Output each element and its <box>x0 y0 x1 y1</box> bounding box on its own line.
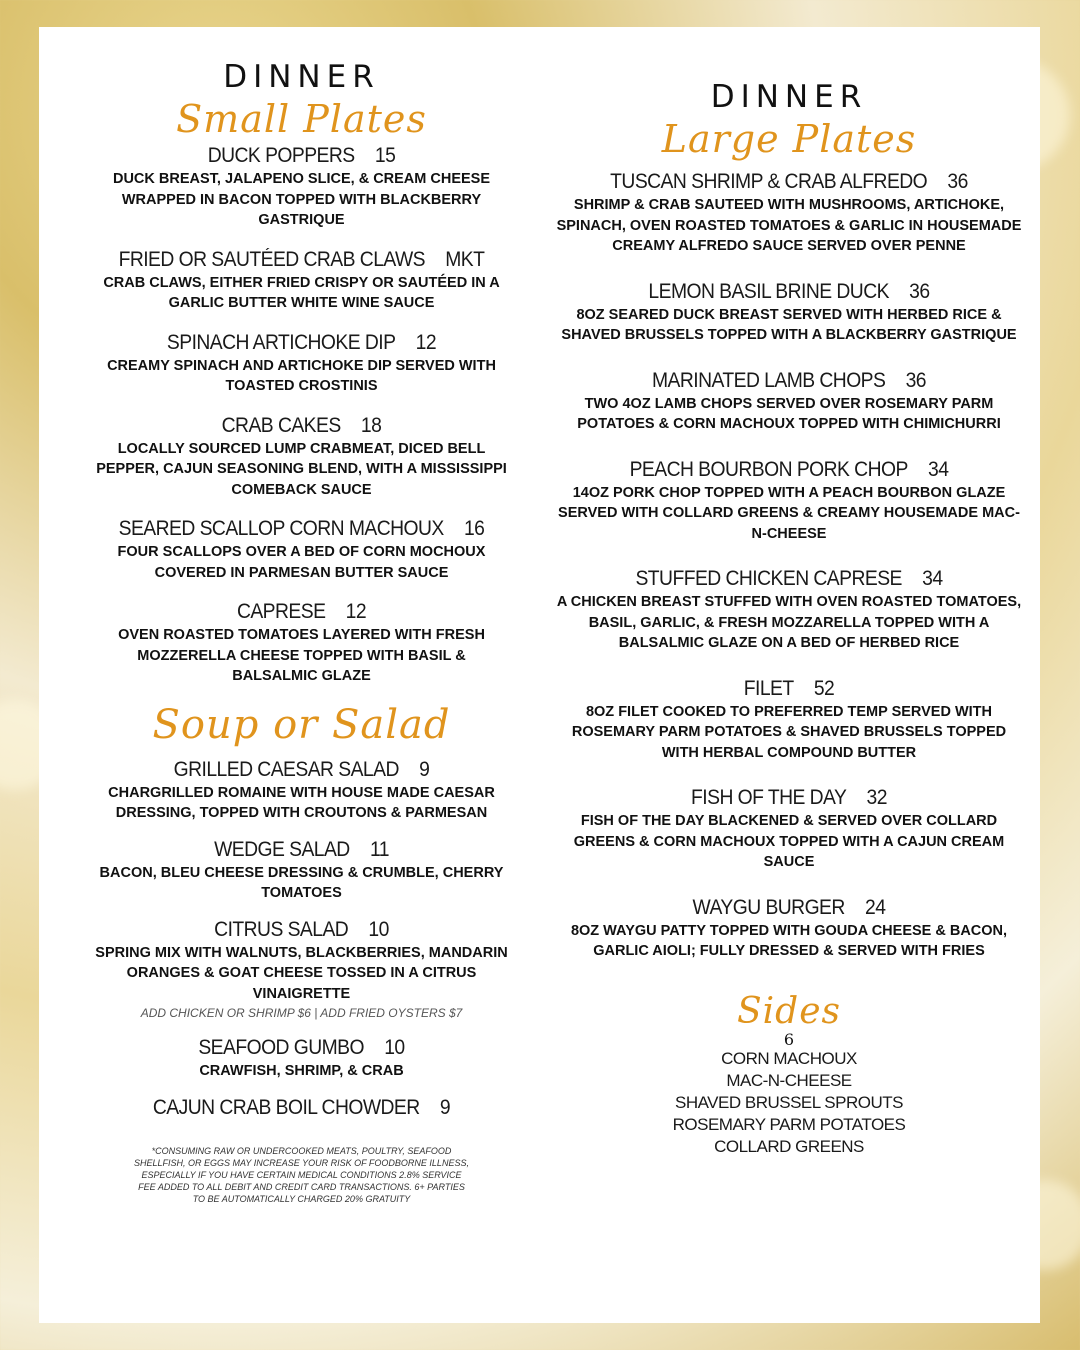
menu-item-description: CHARGRILLED ROMAINE WITH HOUSE MADE CAESAR DRESSING, TOPPED WITH CROUTONS & PARMESAN <box>108 784 495 821</box>
menu-item <box>94 1035 509 1082</box>
menu-item-description: LOCALLY SOURCED LUMP CRABMEAT, DICED BELL PEPPER, CAJUN SEASONING BLEND, WITH A MISSISSIPPI COMEBACK SAUCE <box>96 440 507 498</box>
menu-item-name <box>111 1035 493 1061</box>
dinner-heading: DINNER <box>223 59 380 95</box>
menu-item-name <box>111 917 493 943</box>
menu-item-description: OVEN ROASTED TOMATOES LAYERED WITH FRESH MOZZERELLA CHEESE TOPPED WITH BASIL & BALSALMIC GLAZE <box>118 627 485 684</box>
item-price: 18 <box>360 413 382 437</box>
menu-item-name <box>111 413 493 439</box>
menu-item-description: CREAMY SPINACH AND ARTICHOKE DIP SERVED WITH TOASTED CROSTINIS <box>107 357 496 394</box>
menu-item-name <box>573 169 1005 195</box>
side-item: COLLARD GREENS <box>714 1136 864 1156</box>
item-title: GRILLED CAESAR SALAD <box>173 757 399 781</box>
item-title: DUCK POPPERS <box>207 144 355 167</box>
menu-item <box>554 676 1024 764</box>
item-title: SEAFOOD GUMBO <box>198 1036 365 1059</box>
menu-item-name <box>573 676 1005 702</box>
item-title: TUSCAN SHRIMP & CRAB ALFREDO <box>610 170 928 193</box>
menu-item <box>94 330 509 397</box>
menu-item-name <box>573 457 1005 483</box>
side-item: SHAVED BRUSSEL SPROUTS <box>674 1092 903 1112</box>
right-column <box>554 79 1024 1158</box>
menu-item <box>554 785 1024 873</box>
menu-item-description: 8OZ SEARED DUCK BREAST SERVED WITH HERBED RICE & SHAVED BRUSSELS TOPPED WITH A BLACKBERRY GASTRIQUE <box>561 306 1017 343</box>
menu-item-description: SHRIMP & CRAB SAUTEED WITH MUSHROOMS, ARTICHOKE, SPINACH, OVEN ROASTED TOMATOES & GARLIC IN HOUSEMADE CREAMY ALFREDO SAUCE SERVED OVER PENNE <box>556 197 1022 254</box>
menu-item <box>554 368 1024 435</box>
side-item: CORN MACHOUX <box>721 1048 857 1068</box>
menu-item-description: DUCK BREAST, JALAPENO SLICE, & CREAM CHEESE WRAPPED IN BACON TOPPED WITH BLACKBERRY GASTRIQUE <box>112 171 491 228</box>
menu-item <box>554 457 1024 545</box>
menu-item-name <box>111 599 493 625</box>
item-price: MKT <box>445 247 485 271</box>
sides-list <box>554 1048 1024 1158</box>
item-price: 10 <box>368 917 389 941</box>
menu-item-name <box>111 516 493 542</box>
dinner-heading: DINNER <box>710 79 868 115</box>
menu-item <box>94 599 509 687</box>
item-title: MARINATED LAMB CHOPS <box>651 368 886 392</box>
side-item: MAC-N-CHEESE <box>726 1070 852 1090</box>
item-title: SEARED SCALLOP CORN MACHOUX <box>118 517 444 540</box>
item-title: FRIED OR SAUTÉED CRAB CLAWS <box>118 247 426 271</box>
menu-item-name <box>573 279 1005 305</box>
large-plates-list <box>554 169 1024 962</box>
menu-item <box>554 169 1024 257</box>
menu-item-addon: ADD CHICKEN OR SHRIMP $6 | ADD FRIED OYSTERS $7 <box>140 1006 463 1020</box>
menu-item <box>554 279 1024 346</box>
menu-item-name <box>573 895 1005 921</box>
menu-item <box>94 413 509 501</box>
soup-salad-title: Soup or Salad <box>152 701 451 748</box>
small-plates-list <box>94 143 509 687</box>
item-price: 9 <box>419 757 430 781</box>
item-title: CRAB CAKES <box>221 413 341 437</box>
menu-item-description: 8OZ WAYGU PATTY TOPPED WITH GOUDA CHEESE & BACON, GARLIC AIOLI; FULLY DRESSED & SERVED WITH FRIES <box>570 922 1008 959</box>
menu-item-name <box>111 247 493 273</box>
sides-title: Sides <box>737 990 841 1032</box>
item-title: FISH OF THE DAY <box>691 786 847 809</box>
sides-price: 6 <box>783 1029 795 1049</box>
item-title: PEACH BOURBON PORK CHOP <box>629 457 908 481</box>
item-title: WEDGE SALAD <box>214 837 350 861</box>
menu-item <box>554 895 1024 962</box>
item-price: 52 <box>813 676 835 700</box>
menu-item-description: A CHICKEN BREAST STUFFED WITH OVEN ROASTED TOMATOES, BASIL, GARLIC, & FRESH MOZZARELLA TOPPED WITH A BALSALMIC GLAZE ON A BED OF HERBED RICE <box>556 594 1022 651</box>
sides-section <box>554 992 1024 1158</box>
menu-item-name <box>573 566 1005 592</box>
menu-item <box>94 247 509 314</box>
menu-item-description: BACON, BLEU CHEESE DRESSING & CRUMBLE, CHERRY TOMATOES <box>99 864 504 901</box>
menu-card <box>39 27 1040 1323</box>
item-title: STUFFED CHICKEN CAPRESE <box>635 567 902 590</box>
menu-item-name <box>111 837 493 863</box>
menu-item <box>94 917 509 1023</box>
menu-item-description: FISH OF THE DAY BLACKENED & SERVED OVER COLLARD GREENS & CORN MACHOUX TOPPED WITH A CAJUN CREAM SAUCE <box>573 813 1005 870</box>
menu-item-description: SPRING MIX WITH WALNUTS, BLACKBERRIES, MANDARIN ORANGES & GOAT CHEESE TOSSED IN A CITRUS VINAIGRETTE <box>95 944 508 1002</box>
item-title: SPINACH ARTICHOKE DIP <box>166 330 396 354</box>
menu-item <box>554 566 1024 654</box>
item-price: 24 <box>865 895 886 919</box>
menu-item <box>94 1095 509 1121</box>
menu-item <box>94 143 509 231</box>
item-price: 34 <box>928 457 949 481</box>
item-price: 36 <box>947 170 968 193</box>
menu-item-description: 8OZ FILET COOKED TO PREFERRED TEMP SERVED WITH ROSEMARY PARM POTATOES & SHAVED BRUSSELS TOPPED WITH HERBAL COMPOUND BUTTER <box>571 703 1007 761</box>
menu-item-name <box>111 330 493 356</box>
item-title: CAPRESE <box>236 600 326 623</box>
item-price: 12 <box>345 600 367 623</box>
menu-item <box>94 837 509 904</box>
side-item: ROSEMARY PARM POTATOES <box>672 1114 906 1134</box>
item-price: 11 <box>369 837 389 861</box>
item-price: 36 <box>905 368 926 392</box>
large-plates-title: Large Plates <box>661 117 917 161</box>
item-price: 15 <box>374 144 396 167</box>
menu-item-description: 14OZ PORK CHOP TOPPED WITH A PEACH BOURBON GLAZE SERVED WITH COLLARD GREENS & CREAMY HOUSEMADE MAC-N-CHEESE <box>558 484 1020 542</box>
menu-item-name <box>111 757 493 783</box>
menu-item-description: CRAB CLAWS, EITHER FRIED CRISPY OR SAUTÉED IN A GARLIC BUTTER WHITE WINE SAUCE <box>103 274 500 311</box>
item-title: WAYGU BURGER <box>692 895 845 919</box>
item-price: 32 <box>866 786 887 809</box>
item-price: 34 <box>922 567 943 590</box>
menu-item <box>94 516 509 583</box>
menu-item-description: FOUR SCALLOPS OVER A BED OF CORN MOCHOUX COVERED IN PARMESAN BUTTER SAUCE <box>117 544 486 581</box>
item-title: LEMON BASIL BRINE DUCK <box>648 279 889 303</box>
item-title: CITRUS SALAD <box>214 917 349 941</box>
item-price: 10 <box>384 1036 405 1059</box>
menu-item <box>94 757 509 824</box>
soup-salad-list <box>94 757 509 1121</box>
menu-item-name <box>111 1095 493 1121</box>
disclaimer: *CONSUMING RAW OR UNDERCOOKED MEATS, POULTRY, SEAFOOD SHELLFISH, OR EGGS MAY INCREASE YOUR RISK OF FOODBORNE ILLNESS, ESPECIALLY IF YOU HAVE CERTAIN MEDICAL CONDITIONS 2.8% SERVICE FEE ADDED TO ALL DEBIT AND CREDIT CARD TRANSACTIONS. 6+ PARTIES TO BE AUTOMATICALLY CHARGED 20% GRATUITY <box>134 1145 469 1204</box>
item-title: CAJUN CRAB BOIL CHOWDER <box>152 1095 420 1119</box>
item-title: FILET <box>743 676 794 700</box>
menu-item-name <box>111 143 493 169</box>
menu-item-name <box>573 368 1005 394</box>
menu-item-description: CRAWFISH, SHRIMP, & CRAB <box>199 1063 404 1079</box>
left-column <box>94 59 509 1205</box>
item-price: 16 <box>463 517 485 540</box>
item-price: 9 <box>439 1095 451 1119</box>
menu-item-name <box>573 785 1005 811</box>
small-plates-title: Small Plates <box>176 97 427 141</box>
item-price: 36 <box>909 279 930 303</box>
item-price: 12 <box>415 330 437 354</box>
menu-item-description: TWO 4OZ LAMB CHOPS SERVED OVER ROSEMARY PARM POTATOES & CORN MACHOUX TOPPED WITH CHIMICHURRI <box>577 395 1001 432</box>
